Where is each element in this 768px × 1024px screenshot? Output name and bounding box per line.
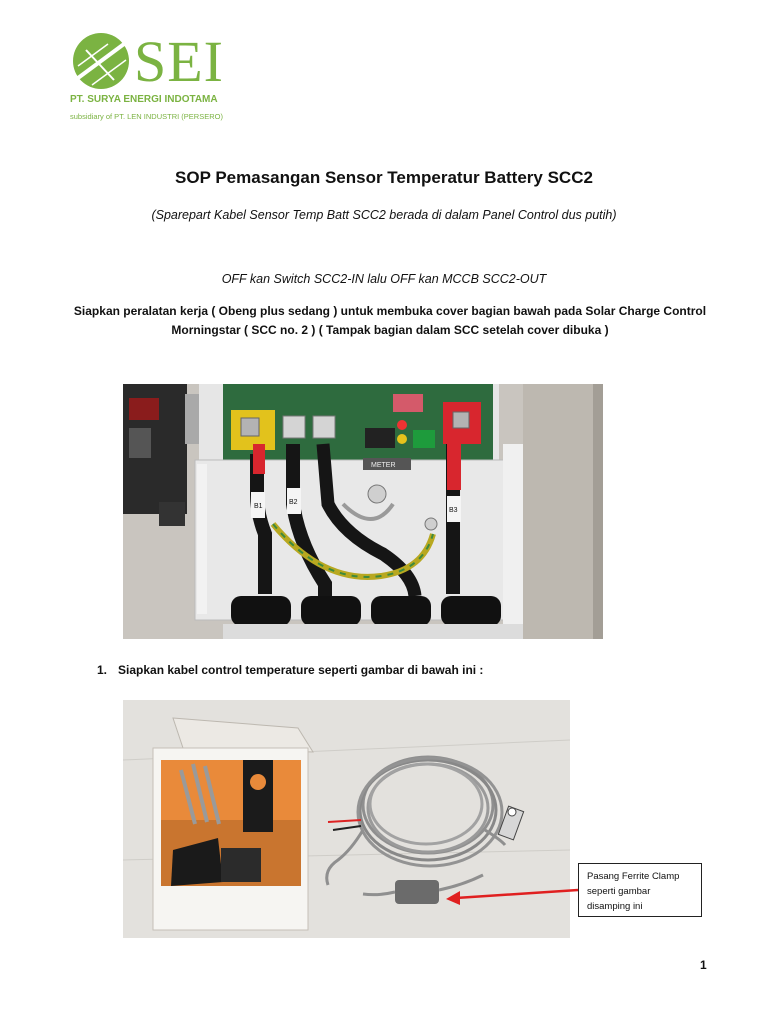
- logo-name: SEI: [134, 29, 224, 94]
- cable-label-b3: B3: [449, 507, 458, 514]
- logo-company-name: PT. SURYA ENERGI INDOTAMA: [70, 94, 218, 105]
- step-1-text: Siapkan kabel control temperature seperti gambar di bawah ini :: [118, 663, 484, 677]
- scc-interior-photo: [123, 384, 603, 639]
- ferrite-clamp-callout: Pasang Ferrite Clamp seperti gambar disamping ini: [578, 863, 702, 917]
- page-number: 1: [700, 958, 707, 972]
- meter-port-label: METER: [371, 462, 396, 469]
- switch-off-instruction: OFF kan Switch SCC2-IN lalu OFF kan MCCB SCC2-OUT: [221, 272, 547, 286]
- step-1: [97, 663, 483, 677]
- document-title: SOP Pemasangan Sensor Temperatur Battery SCC2: [175, 168, 593, 187]
- company-logo: [70, 30, 270, 130]
- cable-label-b2: B2: [289, 499, 298, 506]
- step-1-number: 1.: [97, 663, 108, 677]
- callout-arrow: [440, 880, 582, 910]
- logo-subsidiary: subsidiary of PT. LEN INDUSTRI (PERSERO): [70, 112, 223, 121]
- sei-logo-mark: [70, 30, 132, 92]
- document-subtitle: (Sparepart Kabel Sensor Temp Batt SCC2 berada di dalam Panel Control dus putih): [151, 208, 617, 222]
- preparation-paragraph: Siapkan peralatan kerja ( Obeng plus sedang ) untuk membuka cover bagian bawah pada Solar Charge Control Morningstar ( SCC no. 2 ) ( Tampak bagian dalam SCC setelah cover dibuka ): [73, 304, 707, 337]
- cable-label-b1: B1: [254, 503, 263, 510]
